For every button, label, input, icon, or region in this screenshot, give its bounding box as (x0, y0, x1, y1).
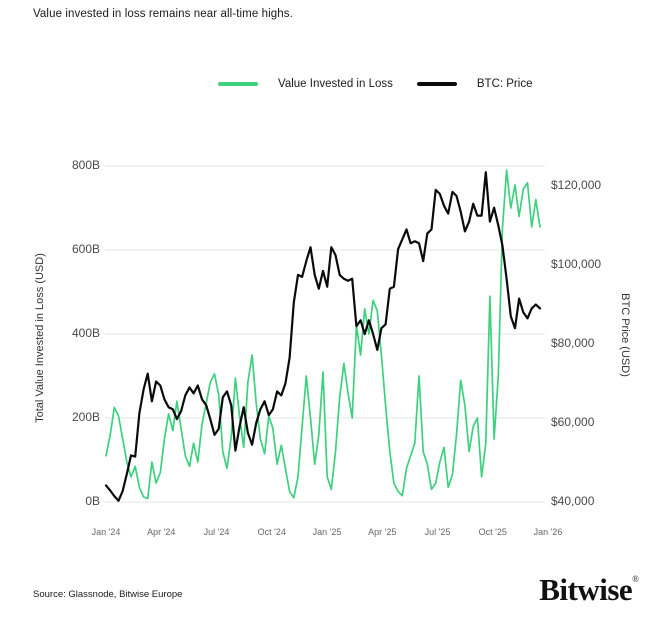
x-axis-tick-label: Apr '24 (147, 527, 176, 537)
legend-label-loss: Value Invested in Loss (278, 78, 393, 90)
page-title: Value invested in loss remains near all-time highs. (33, 8, 293, 20)
right-axis-title: BTC Price (USD) (619, 293, 631, 377)
source-text: Source: Glassnode, Bitwise Europe (33, 589, 183, 600)
y-axis-right-tick-label: $40,000 (551, 494, 595, 508)
y-axis-left-tick-label: 800B (71, 158, 100, 172)
y-axis-right-tick-label: $80,000 (551, 336, 595, 350)
y-axis-left-tick-label: 0B (85, 494, 100, 508)
y-axis-right-tick-label: $100,000 (551, 257, 602, 271)
btc-price-line-series (106, 172, 540, 501)
y-axis-left-tick-label: 400B (71, 326, 100, 340)
x-axis-tick-label: Oct '25 (478, 527, 507, 537)
x-axis-tick-label: Jul '24 (203, 527, 230, 537)
bitwise-logo (539, 574, 639, 605)
x-axis-tick-label: Jan '24 (91, 527, 121, 537)
bitwise-wordmark: Bitwise (539, 572, 633, 607)
y-axis-left-tick-label: 200B (71, 410, 100, 424)
left-axis-title: Total Value Invested in Loss (USD) (34, 253, 46, 423)
x-axis-tick-label: Jul '25 (424, 527, 451, 537)
x-axis-tick-label: Jan '26 (533, 527, 563, 537)
y-axis-right-tick-label: $120,000 (551, 178, 602, 192)
legend-label-btc: BTC: Price (476, 78, 533, 90)
x-axis-tick-label: Jan '25 (312, 527, 342, 537)
y-axis-right-tick-label: $60,000 (551, 415, 595, 429)
y-axis-left-tick-label: 600B (71, 242, 100, 256)
x-axis-tick-label: Apr '25 (368, 527, 397, 537)
x-axis-tick-label: Oct '24 (257, 527, 286, 537)
registered-trademark-icon: ® (632, 574, 639, 584)
